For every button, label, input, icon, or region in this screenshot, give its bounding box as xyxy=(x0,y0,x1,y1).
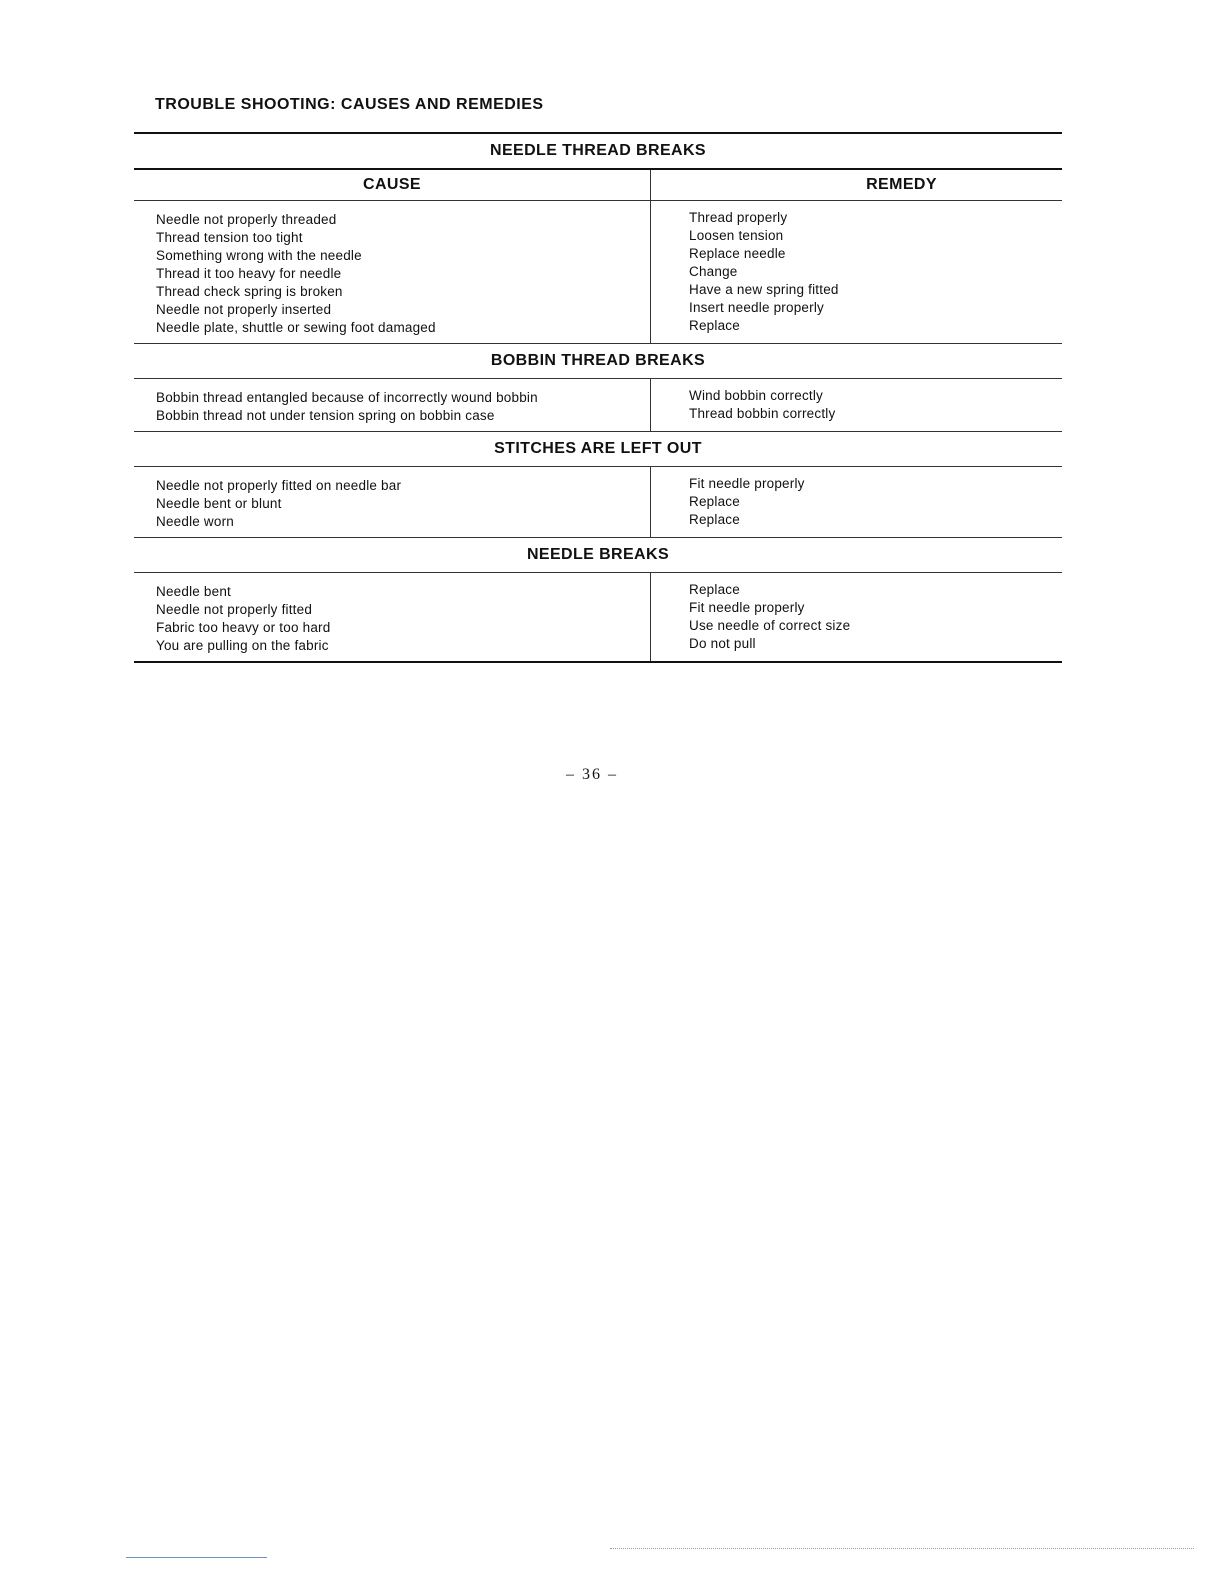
remedy-column xyxy=(651,573,1062,661)
page-title: TROUBLE SHOOTING: CAUSES AND REMEDIES xyxy=(155,96,544,113)
cause-item: Thread it too heavy for needle xyxy=(156,266,342,281)
remedy-item: Have a new spring fitted xyxy=(689,282,839,297)
column-header-row xyxy=(134,170,1062,200)
cause-item: Something wrong with the needle xyxy=(156,248,362,263)
remedy-item: Replace xyxy=(689,582,740,597)
remedy-item: Fit needle properly xyxy=(689,476,805,491)
cause-item: Needle not properly fitted on needle bar xyxy=(156,478,402,493)
remedy-item: Use needle of correct size xyxy=(689,618,851,633)
remedy-item: Replace xyxy=(689,494,740,509)
remedy-item: Replace xyxy=(689,512,740,527)
cause-item: Needle plate, shuttle or sewing foot damaged xyxy=(156,320,436,335)
section-title-bobbin-thread-breaks: BOBBIN THREAD BREAKS xyxy=(490,352,706,369)
troubleshooting-table xyxy=(134,132,1062,663)
cause-item: Thread check spring is broken xyxy=(156,284,343,299)
cause-item: Fabric too heavy or too hard xyxy=(156,620,331,635)
cause-column xyxy=(134,201,650,343)
page-number: – 36 – xyxy=(566,766,618,783)
remedy-item: Thread bobbin correctly xyxy=(689,406,836,421)
section-rows xyxy=(134,201,1062,343)
remedy-item: Change xyxy=(689,264,738,279)
remedy-column xyxy=(651,379,1062,431)
scan-artifact-line xyxy=(126,1557,267,1558)
cause-column xyxy=(134,573,650,661)
cause-item: Needle bent xyxy=(156,584,232,599)
remedy-item: Insert needle properly xyxy=(689,300,824,315)
section-title-stitches-left-out: STITCHES ARE LEFT OUT xyxy=(494,440,702,457)
cause-item: Bobbin thread entangled because of incorrectly wound bobbin xyxy=(156,390,538,405)
column-header-cause: CAUSE xyxy=(362,176,421,193)
table-bottom-rule xyxy=(134,661,1062,663)
cause-item: You are pulling on the fabric xyxy=(156,638,329,653)
column-header-remedy: REMEDY xyxy=(866,176,937,193)
cause-item: Needle bent or blunt xyxy=(156,496,282,511)
cause-item: Thread tension too tight xyxy=(156,230,303,245)
section-rows xyxy=(134,573,1062,661)
cause-item: Needle not properly inserted xyxy=(156,302,332,317)
section-rows xyxy=(134,467,1062,537)
cause-item: Needle worn xyxy=(156,514,234,529)
cause-column xyxy=(134,379,650,431)
cause-item: Needle not properly threaded xyxy=(156,212,337,227)
cause-item: Needle not properly fitted xyxy=(156,602,313,617)
remedy-item: Wind bobbin correctly xyxy=(689,388,824,403)
section-rows xyxy=(134,379,1062,431)
remedy-column xyxy=(651,201,1062,343)
remedy-item: Do not pull xyxy=(689,636,756,651)
section-title-needle-thread-breaks: NEEDLE THREAD BREAKS xyxy=(489,142,706,159)
cause-column xyxy=(134,467,650,537)
remedy-item: Thread properly xyxy=(689,210,788,225)
cause-item: Bobbin thread not under tension spring on bobbin case xyxy=(156,408,495,423)
remedy-item: Fit needle properly xyxy=(689,600,805,615)
remedy-item: Replace xyxy=(689,318,740,333)
scan-artifact-line xyxy=(610,1548,1194,1549)
remedy-item: Replace needle xyxy=(689,246,786,261)
remedy-item: Loosen tension xyxy=(689,228,784,243)
remedy-column xyxy=(651,467,1062,537)
section-title-needle-breaks: NEEDLE BREAKS xyxy=(526,546,670,563)
